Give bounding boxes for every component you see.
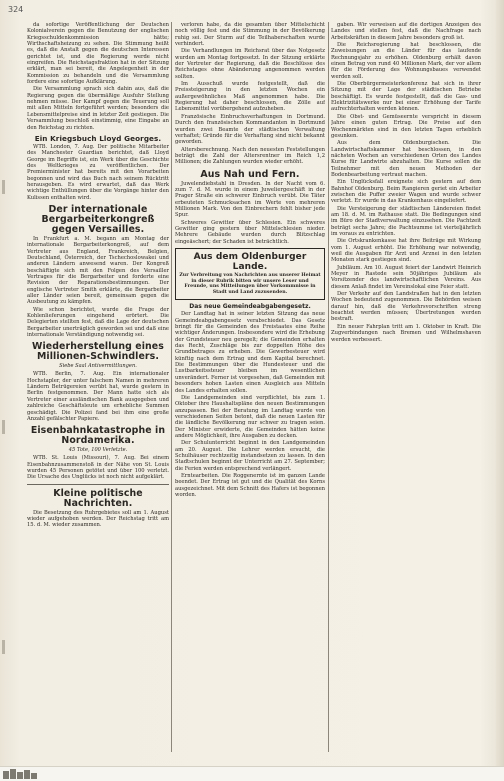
article-text: In Frankfurt a. M. begann am Montag der internationale Bergarbeiterkongreß, auf dem Vertreter aus England, Frankreich, Belgien, Deutschland, Österreich, der Tschechoslowakei und anderen Ländern anwesend waren. Der Kongreß beschäftigte sich mit den Folgen des Versailler Vertrages für die Bergarbeiter und forderte eine Revision der Reparationsbestimmungen. Der englische Vertreter Smith erklärte, die Bergarbeiter aller Länder seien bereit, gemeinsam gegen die Ausbeutung zu kämpfen.	[27, 235, 169, 306]
article-text: Französische Einbruchsverhaftungen in Dortmund. Durch den französischen Kommandanten in Dortmund wurden zwei Beamte der städtischen Verwaltung verhaftet; Gründe für die Verhaftung sind nicht bekannt geworden.	[175, 113, 325, 146]
column-2	[175, 22, 325, 752]
article-text: Die Obst- und Gemüseernte verspricht in diesem Jahre einen guten Ertrag. Die Preise auf den Wochenmärkten sind in den letzten Tagen erheblich gesunken.	[331, 113, 481, 139]
scan-edge	[496, 0, 504, 781]
article-text: Die Besetzung des Ruhrgebietes soll am 1. August wieder aufgehoben werden. Der Reichstag tritt am 15. d. M. wieder zusammen.	[27, 509, 169, 529]
subheadline: 45 Tote, 100 Verletzte.	[68, 447, 128, 454]
article-text: Ein Unglücksfall ereignete sich gestern auf dem Bahnhof Oldenburg. Beim Rangieren geriet ein Arbeiter zwischen die Puffer zweier Wagen und wurde schwer verletzt. Er wurde in das Krankenhaus eingeliefert.	[331, 179, 481, 205]
article-text: WTB. Berlin, 7. Aug. Ein internationaler Hochstapler, der unter falschem Namen in mehreren Ländern Betrügereien verübt hat, wurde gestern in Berlin festgenommen. Der Mann hatte sich als Vertreter einer ausländischen Bank ausgegeben und zahlreiche Geschäftsleute um erhebliche Summen geschädigt. Die Polizei fand bei ihm eine große Anzahl gefälschter Papiere.	[27, 371, 169, 422]
article-text: Aus dem Oldenburgischen. Die Landwirtschaftskammer hat beschlossen, in den nächsten Wochen an verschiedenen Orten des Landes Kurse für Landwirte abzuhalten. Die Kurse sollen die Teilnehmer mit den neuen Methoden der Bodenbearbeitung vertraut machen.	[331, 140, 481, 178]
section-note: Zur Verbreitung von Nachrichten aus unserer Heimat in dieser Rubrik bitten wir unsere Leser und Freunde, uns Mitteilungen über Vorkommnisse in Stadt und Land zuzusenden.	[179, 273, 321, 295]
article-text: WTB. St. Louis (Missouri), 7. Aug. Bei einem Eisenbahnzusammenstoß in der Nähe von St. Louis wurden 45 Personen getötet und über 100 verletzt. Die Ursache des Unglücks ist noch nicht aufgeklärt.	[27, 455, 169, 481]
article-text: Die Landgemeinden sind verpflichtet, bis zum 1. Oktober ihre Haushaltspläne den neuen Bestimmungen anzupassen. Bei der Beratung im Landtag wurde von verschiedenen Seiten betont, daß die neuen Lasten für die ländliche Bevölkerung nur schwer zu tragen seien. Der Minister erwiderte, die Gemeinden hätten keine andere Möglichkeit, ihre Ausgaben zu decken.	[175, 394, 325, 439]
article-text: Der Verkehr auf den Landstraßen hat in den letzten Wochen bedeutend zugenommen. Die Behörden weisen darauf hin, daß die Verkehrsvorschriften streng beachtet werden müssen; Übertretungen werden bestraft.	[331, 291, 481, 323]
article-text: verloren habe, da die gesamten über Mittelschicht noch völlig fest und die Stimmung in der Bevölkerung ruhig sei. Der Sturm auf die Teilhaberschaften wurde verhindert.	[175, 22, 325, 48]
column-rule	[171, 22, 172, 752]
article-text: Der Landtag hat in seiner letzten Sitzung das neue Gemeindeabgabengesetz verabschiedet. Das Gesetz bringt für die Gemeinden des Freistaates eine Reihe wichtiger Änderungen. Insbesondere wird die Erhebung der Grundsteuer neu geregelt; die Gemeinden erhalten das Recht, Zuschläge bis zur doppelten Höhe des Grundbetrages zu erheben. Die Gewerbesteuer wird künftig nach dem Ertrag und dem Kapital berechnet. Die Bestimmungen über die Hundesteuer und die Lustbarkeitssteuer bleiben im wesentlichen unverändert. Ferner ist vorgesehen, daß Gemeinden mit besonders hohen Lasten einen Ausgleich aus Mitteln des Landes erhalten sollen.	[175, 311, 325, 394]
article-text: WTB. London, 7. Aug. Der politische Mitarbeiter des Manchester Guardian berichtet, daß Lloyd George im Begriffe ist, ein Werk über die Geschichte des Weltkrieges zu veröffentlichen. Der Premierminister hat bereits mit den Vorarbeiten begonnen und wird das Buch nach seinem Rücktritt herausgeben. Es wird erwartet, daß das Werk wichtige Enthüllungen über die Vorgänge hinter den Kulissen enthalten wird.	[27, 143, 169, 201]
binding-mark	[2, 180, 5, 194]
article-text: Die Versammlung sprach sich dahin aus, daß die Regierung gegen die übermäßige Ausfuhr Stellung nehmen müsse. Der Kampf gegen die Teuerung soll mit allen Mitteln fortgeführt werden; besonders die Lebensmittelpreise sind in letzter Zeit gestiegen. Die Versammlung beschloß einstimmig, eine Eingabe an den Reichstag zu richten.	[27, 86, 169, 131]
subheadline: Siebe Saal Antivermittlungen.	[59, 363, 137, 370]
binding-mark	[2, 420, 5, 434]
column-1	[27, 22, 169, 752]
article-text: Wie schon berichtet, wurde die Frage der Kohlenlieferungen eingehend erörtert. Die Delegierten stellten fest, daß die Lage der deutschen Bergarbeiter unerträglich geworden sei und daß eine internationale Verständigung notwendig sei.	[27, 306, 169, 339]
article-text: da sofortige Veröffentlichung der Deutschen Kolonialverein gegen die Benutzung der englischen Kriegsschuldenkommission hätte; Wirthschaftsheizung zu sehen. Die Stimmung heißt es, daß die Anstalt gegen die deutschen Interessen gerichtet ist, und die Regierung werde nicht eingreifen. Die Reichstagsfraktion hat in der Sitzung erklärt, man sei bereit, die Angelegenheit in der Kommission zu behandeln und die Versammlung fordere eine sofortige Aufklärung.	[27, 22, 169, 86]
headline: Wiederherstellung eines Millionen-Schwindlers.	[32, 341, 164, 363]
column-3	[331, 22, 481, 752]
section-box	[175, 248, 325, 300]
article-text: Die Ortskrankenkasse hat ihre Beiträge mit Wirkung vom 1. August erhöht. Die Erhöhung war notwendig, weil die Ausgaben für Arzt und Arznei in den letzten Monaten stark gestiegen sind.	[331, 238, 481, 264]
article-text: Schweres Gewitter über Schlesien. Ein schweres Gewitter ging gestern über Mittelschlesien nieder. Mehrere Gebäude wurden durch Blitzschlag eingeäschert; der Schaden ist beträchtlich.	[175, 219, 325, 245]
section-title: Aus dem Oldenburger Lande.	[193, 252, 307, 272]
article-text: Der Schulunterricht beginnt in den Landgemeinden am 20. August. Die Lehrer werden ersucht, die Schulhäuser rechtzeitig instandsetzen zu lassen. In den Stadtschulen beginnt der Unterricht am 27. September; die Ferien werden entsprechend verlängert.	[175, 440, 325, 472]
article-text: Die Verhandlungen im Reichsrat über das Notgesetz wurden am Montag fortgesetzt. In der Sitzung erklärte der Vertreter der Regierung, daß die Beschlüsse des Reichstages ohne Abänderung angenommen werden sollten.	[175, 48, 325, 80]
headline: Ein Kriegsbuch Lloyd Georges.	[34, 133, 162, 143]
library-logo-icon	[3, 769, 43, 779]
column-rule	[328, 22, 329, 752]
headline: Kleine politische Nachrichten.	[53, 487, 143, 509]
article-text: Die Oberbürgermeisterkonferenz hat sich in ihrer Sitzung mit der Lage der städtischen Betriebe beschäftigt. Es wurde festgestellt, daß die Gas- und Elektrizitätswerke nur bei einer Erhöhung der Tarife aufrechterhalten werden können.	[331, 81, 481, 113]
article-text: Im Ausschuß wurde festgestellt, daß die Preissteigerung in den letzten Wochen ein außergewöhnliches Maß angenommen habe. Die Regierung hat daher beschlossen, die Zölle auf Lebensmittel vorübergehend aufzuheben.	[175, 81, 325, 113]
viewer-footer	[0, 766, 504, 781]
article-text: Ein neuer Fahrplan tritt am 1. Oktober in Kraft. Die Zugverbindungen nach Bremen und Wilhelmshaven werden verbessert.	[331, 323, 481, 343]
headline: Eisenbahnkatastrophe in Nordamerika.	[30, 425, 166, 447]
headline: Der internationale Bergarbeiterkongreß gegen Versailles.	[41, 203, 155, 235]
headline: Das neue Gemeindeabgabengesetz.	[189, 303, 311, 311]
divider	[27, 484, 169, 485]
article-text: Altersberechnung. Nach den neuesten Feststellungen beträgt die Zahl der Altersrentner im Reich 1,2 Millionen; die Zahlungen wurden wieder erhöht.	[175, 146, 325, 166]
article-text: gaben. Wir verweisen auf die dortigen Anzeigen des Landes und stellen fest, daß die Nachfrage nach Arbeitskräften in diesem Jahre besonders groß ist.	[331, 22, 481, 41]
page-number: 324	[8, 5, 24, 14]
article-text: Die Reichsregierung hat beschlossen, die Zuweisungen an die Länder für das laufende Rechnungsjahr zu erhöhen. Oldenburg erhält davon einen Betrag von rund 40 Millionen Mark, der vor allem für die Förderung des Wohnungsbaues verwendet werden soll.	[331, 42, 481, 80]
headline: Aus Nah und Fern.	[200, 168, 300, 180]
article-text: Erntearbeiten. Die Roggenernte ist im ganzen Lande beendet. Der Ertrag ist gut und die Qualität des Korns ausgezeichnet. Mit dem Schnitt des Hafers ist begonnen worden.	[175, 472, 325, 498]
article-text: Juwelendiebstahl in Dresden. In der Nacht vom 6. zum 7. d. M. wurde in einem Juweliergeschäft in der Prager Straße ein schwerer Einbruch verübt. Die Täter erbeuteten Schmucksachen im Werte von mehreren Millionen Mark. Von den Einbrechern fehlt bisher jede Spur.	[175, 180, 325, 219]
article-text: Die Versteigerung der städtischen Ländereien findet am 18. d. M. im Rathause statt. Die Bedingungen sind im Büro der Stadtverwaltung einzusehen. Die Pachtzeit beträgt sechs Jahre; die Pachtsumme ist vierteljährlich im voraus zu entrichten.	[331, 205, 481, 237]
binding-mark	[2, 640, 5, 654]
article-text: Jubiläum. Am 10. August feiert der Landwirt Heinrich Meyer in Rastede sein 50jähriges Jubiläum als Vorsitzender des landwirtschaftlichen Vereins. Aus diesem Anlaß findet im Vereinslokal eine Feier statt.	[331, 264, 481, 290]
